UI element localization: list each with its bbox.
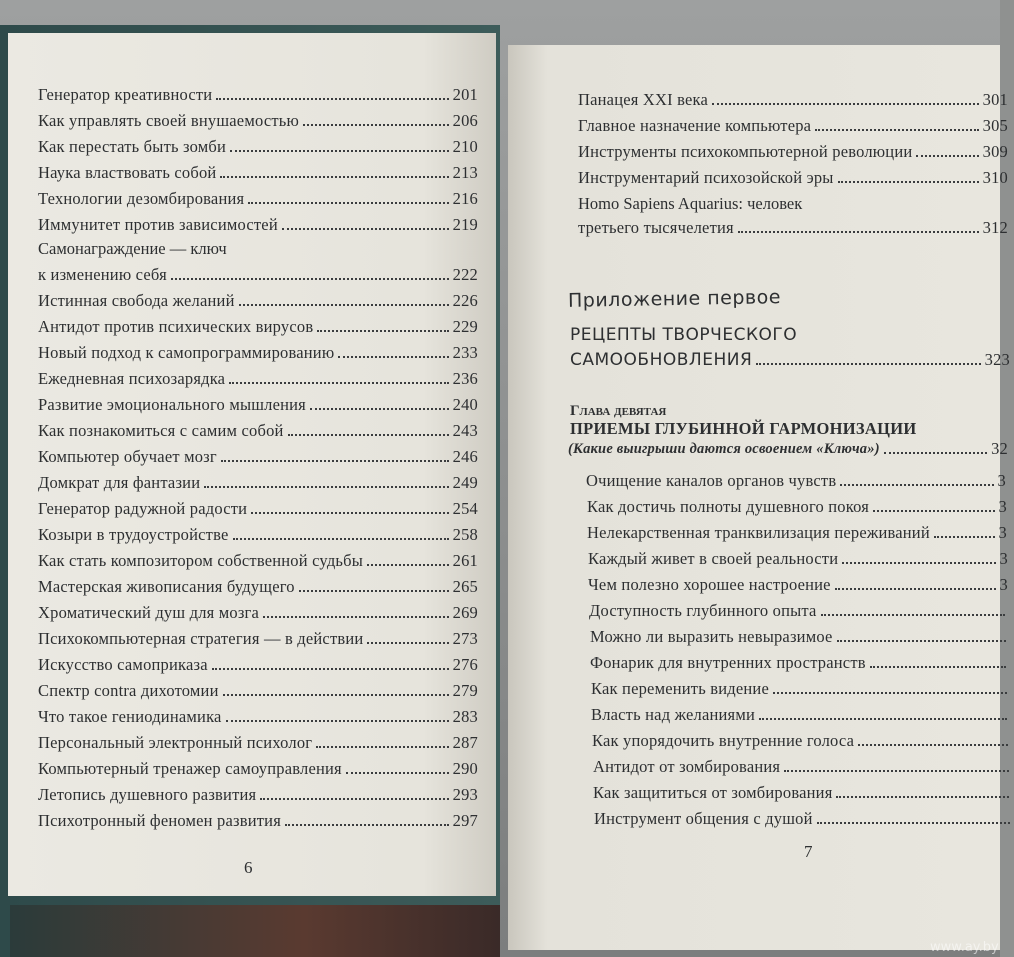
dot-leader [838,181,979,183]
dot-leader [282,228,449,230]
toc-entry-title: Ежедневная психозарядка [38,369,226,388]
toc-entry-page: 309 [982,142,1008,161]
toc-entry-title: Инструмент общения с душой [594,809,813,828]
watermark: www.ay.by [930,940,999,955]
dot-leader [759,718,1007,720]
dot-leader [263,616,449,618]
toc-entry-title: Антидот от зомбирования [593,757,781,776]
toc-entry-title: Новый подход к самопрограммированию [38,343,335,362]
toc-entry-page: 236 [452,369,478,388]
chapter-subtitle-row [568,439,1008,459]
toc-entry-page: 301 [982,90,1008,109]
toc-entry [590,653,1010,673]
toc-entry [591,679,1011,699]
toc-entry-page: 219 [452,215,478,234]
dot-leader [310,408,449,410]
toc-entry [587,497,1007,517]
toc-entry [590,627,1010,647]
dot-leader [220,176,448,178]
dot-leader [317,330,448,332]
dot-leader [239,304,449,306]
toc-entry-page: 290 [452,759,478,778]
toc-entry [38,629,478,649]
toc-entry-title: Власть над желаниями [591,705,756,724]
toc-entry-page: 233 [452,343,478,362]
dot-leader [916,155,978,157]
toc-entry-title: Антидот против психических вирусов [38,317,314,336]
dot-leader [230,150,449,152]
toc-entry-page: 305 [982,116,1008,135]
appendix-entry [570,350,1010,370]
toc-entry-title: Как познакомиться с самим собой [38,421,284,440]
toc-entry [586,471,1006,491]
toc-entry [593,757,1013,777]
dot-leader [226,720,449,722]
toc-entry [578,218,1008,238]
toc-entry-page: 210 [452,137,478,156]
toc-entry [588,575,1008,595]
chapter-subtitle: (Какие выигрыши даются освоением «Ключа») [568,441,880,457]
dot-leader [338,356,448,358]
toc-entry-page: 226 [452,291,478,310]
toc-entry-page: 287 [452,733,478,752]
right-page-number: 7 [804,842,813,861]
dot-leader [837,640,1006,642]
toc-entry-page: 249 [452,473,478,492]
dot-leader [934,536,995,538]
dot-leader [212,668,449,670]
dot-leader [756,363,980,365]
dot-leader [712,103,979,105]
toc-entry-title: Домкрат для фантазии [38,473,201,492]
toc-entry [588,549,1008,569]
dot-leader [260,798,448,800]
toc-entry-page: 213 [452,163,478,182]
dot-leader [221,460,449,462]
toc-entry-title: Компьютер обучает мозг [38,447,217,466]
toc-entry-title: Очищение каналов органов чувств [586,471,837,490]
toc-entry-page: 269 [452,603,478,622]
toc-entry [38,707,478,727]
toc-entry-title: Психокомпьютерная стратегия — в действии [38,629,364,648]
toc-entry-title: Инструменты психокомпьютерной революции [578,142,913,161]
toc-entry [38,215,478,235]
toc-entry-title: Главное назначение компьютера [578,116,812,135]
toc-entry-title: Нелекарственная транквилизация переживаний [587,523,930,542]
toc-entry [38,525,478,545]
toc-entry-title: Козыри в трудоустройстве [38,525,229,544]
dot-leader [835,588,996,590]
toc-entry-page: 265 [452,577,478,596]
toc-entry-page: 243 [452,421,478,440]
dot-leader [248,202,448,204]
toc-entry [38,447,478,467]
toc-entry-page: 3 [999,549,1008,568]
toc-entry [38,317,478,337]
chapter-label: Глава девятая [570,403,667,419]
toc-entry [38,395,478,415]
toc-entry-page: 297 [452,811,478,830]
toc-entry [38,473,478,493]
dot-leader [171,278,449,280]
dot-leader [285,824,449,826]
toc-entry-page: 310 [982,168,1008,187]
toc-entry-title: Развитие эмоционального мышления [38,395,306,414]
dot-leader [367,642,448,644]
toc-entry-page: 240 [452,395,478,414]
right-page [508,45,1010,950]
toc-entry [578,116,1008,136]
toc-entry-page: 246 [452,447,478,466]
toc-entry-title: к изменению себя [38,265,167,284]
toc-entry [592,731,1012,751]
toc-entry [594,809,1014,829]
toc-entry-page: 3 [999,575,1008,594]
toc-entry-page: 293 [452,785,478,804]
dot-leader [299,590,449,592]
toc-entry-page: 273 [452,629,478,648]
toc-entry-page: 222 [452,265,478,284]
toc-entry [38,369,478,389]
book-cover-edge [10,905,500,957]
toc-entry [38,785,478,805]
left-page [8,33,496,896]
dot-leader [288,434,449,436]
toc-entry [38,551,478,571]
dot-leader [367,564,449,566]
dot-leader [815,129,978,131]
dot-leader [204,486,448,488]
toc-entry-page: 3 [997,471,1006,490]
toc-entry [593,783,1013,803]
left-page-number: 6 [244,858,253,877]
toc-entry-title: Что такое гениодинамика [38,707,222,726]
toc-entry [38,111,478,131]
toc-entry-page: 261 [452,551,478,570]
toc-entry-title: Хроматический душ для мозга [38,603,260,622]
toc-entry [38,577,478,597]
dot-leader [316,746,448,748]
toc-entry-page: 276 [452,655,478,674]
appendix-label: Приложение первое [567,286,782,312]
toc-entry-page: 258 [452,525,478,544]
toc-entry-title: Мастерская живописания будущего [38,577,295,596]
toc-entry-title: Как управлять своей внушаемостью [38,111,300,130]
toc-entry [38,499,478,519]
dot-leader [303,124,449,126]
toc-entry-title: Как упорядочить внутренние голоса [592,731,855,750]
toc-entry [587,523,1007,543]
toc-entry-title: Летопись душевного развития [38,785,257,804]
toc-entry-title: Инструментарий психозойской эры [578,168,834,187]
toc-entry-title: Компьютерный тренажер самоуправления [38,759,342,778]
toc-entry-title: Технологии дезомбирования [38,189,245,208]
toc-entry [38,343,478,363]
appendix-title-line1: РЕЦЕПТЫ ТВОРЧЕСКОГО [570,325,798,345]
toc-entry-title: Истинная свобода желаний [38,291,235,310]
dot-leader [870,666,1006,668]
dot-leader [773,692,1007,694]
appendix-page: 323 [984,350,1010,369]
toc-entry-page: 3 [998,497,1007,516]
dot-leader [858,744,1008,746]
toc-entry-title: Психотронный феномен развития [38,811,281,830]
toc-entry [591,705,1011,725]
toc-entry-title-line1: Самонаграждение — ключ [38,239,227,258]
toc-entry [38,655,478,675]
toc-entry-page: 229 [452,317,478,336]
toc-entry [38,85,478,105]
chapter-title: ПРИЕМЫ ГЛУБИННОЙ ГАРМОНИЗАЦИИ [570,419,917,438]
toc-entry-page: 279 [452,681,478,700]
toc-entry-title: Чем полезно хорошее настроение [588,575,831,594]
toc-entry [578,90,1008,110]
toc-entry [38,733,478,753]
toc-entry-title: Иммунитет против зависимостей [38,215,278,234]
dot-leader [821,614,1005,616]
toc-entry-page: 216 [452,189,478,208]
dot-leader [216,98,448,100]
toc-entry-title: Каждый живет в своей реальности [588,549,839,568]
toc-entry-title: Наука властвовать собой [38,163,217,182]
dot-leader [251,512,448,514]
toc-entry-title: Панацея XXI века [578,90,709,109]
toc-entry [578,168,1008,188]
toc-entry-title: Как стать композитором собственной судьбы [38,551,364,570]
chapter-subtitle-page: 32 [991,439,1008,458]
toc-entry-title: Как достичь полноты душевного покоя [587,497,870,516]
dot-leader [784,770,1009,772]
toc-entry-page: 312 [982,218,1008,237]
dot-leader [842,562,995,564]
toc-entry-title: Как защититься от зомбирования [593,783,833,802]
toc-entry [38,681,478,701]
toc-entry-title: Персональный электронный психолог [38,733,313,752]
toc-entry-title: Генератор креативности [38,85,213,104]
toc-entry-title: Спектр contra дихотомии [38,681,219,700]
dot-leader [840,484,993,486]
toc-entry-title: третьего тысячелетия [578,218,734,237]
dot-leader [346,772,449,774]
toc-entry-page: 3 [998,523,1007,542]
toc-entry-title: Доступность глубинного опыта [589,601,817,620]
toc-entry-title: Можно ли выразить невыразимое [590,627,833,646]
dot-leader [884,452,987,454]
dot-leader [233,538,449,540]
toc-entry-title: Фонарик для внутренних пространств [590,653,866,672]
toc-entry-title-line1: Homo Sapiens Aquarius: человек [578,194,803,213]
toc-entry [38,137,478,157]
toc-entry-page: 283 [452,707,478,726]
dot-leader [738,231,979,233]
toc-entry [38,603,478,623]
toc-entry-page: 201 [452,85,478,104]
toc-entry-title: Генератор радужной радости [38,499,248,518]
toc-entry-page: 254 [452,499,478,518]
dot-leader [873,510,994,512]
toc-entry [38,811,478,831]
dot-leader [229,382,448,384]
dot-leader [223,694,449,696]
toc-entry-title: Как перестать быть зомби [38,137,227,156]
toc-entry [589,601,1009,621]
toc-entry-title: Искусство самоприказа [38,655,208,674]
toc-entry [38,265,478,285]
dot-leader [836,796,1009,798]
toc-entry [38,163,478,183]
toc-entry [38,421,478,441]
toc-entry [38,189,478,209]
toc-entry [38,291,478,311]
toc-entry [578,142,1008,162]
toc-entry-title: Как переменить видение [591,679,769,698]
dot-leader [817,822,1010,824]
toc-entry-page: 206 [452,111,478,130]
toc-entry [38,759,478,779]
appendix-title-line2: САМООБНОВЛЕНИЯ [570,350,753,370]
